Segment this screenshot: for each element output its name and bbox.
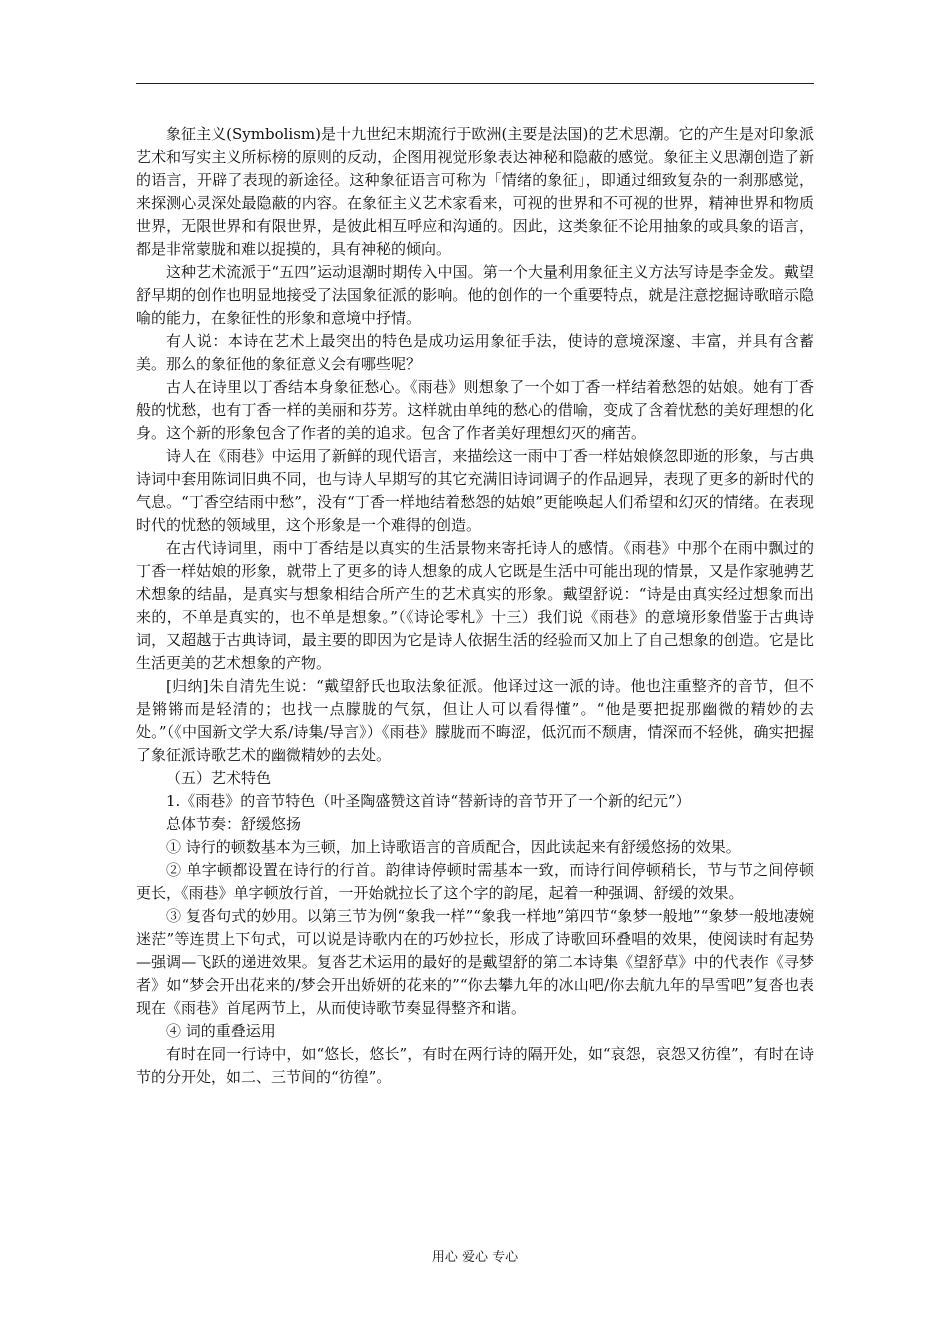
paragraph-summary: [归纳]朱自清先生说：“戴望舒氏也取法象征派。他译过这一派的诗。他也注重整齐的音节，但不是锵锵而是轻清的；也找一点朦胧的气氛，但让人可以看得懂”。“他是要把捉那幽微的精妙的去处。”（《中国新文学大系/诗集/导言》）《雨巷》朦胧而不晦涩，低沉而不颓唐，情深而不轻佻，确实把握了象征派诗歌艺术的幽微精妙的去处。: [136, 677, 814, 764]
document-body: [136, 123, 814, 1089]
paragraph-lilac-symbol: 古人在诗里以丁香结本身象征愁心。《雨巷》则想象了一个如丁香一样结着愁怨的姑娘。她有丁香般的忧愁，也有丁香一样的美丽和芬芳。这样就由单纯的愁心的借喻，变成了含着忧愁的美好理想的化身。这个新的形象包含了作者的美的追求。包含了作者美好理想幻灭的痛苦。: [136, 378, 814, 442]
header-rule: [136, 83, 814, 84]
paragraph-question: 有人说：本诗在艺术上最突出的特色是成功运用象征手法，使诗的意境深邃、丰富，并具有含蓄美。那么的象征他的象征意义会有哪些呢？: [136, 332, 814, 373]
subheading-rhythm: 1.《雨巷》的音节特色（叶圣陶盛赞这首诗“替新诗的音节开了一个新的纪元”）: [166, 792, 691, 810]
paragraph-symbolism-definition: 象征主义(Symbolism)是十九世纪末期流行于欧洲(主要是法国)的艺术思潮。它的产生是对印象派艺术和写实主义所标榜的原则的反动，企图用视觉形象表达神秘和隐蔽的感觉。象征主义思潮创造了新的语言，开辟了表现的新途径。这种象征语言可称为「情绪的象征」，即通过细致复杂的一刹那感觉，来探测心灵深处最隐蔽的内容。在象征主义艺术家看来，可视的世界和不可视的世界，精神世界和物质世界，无限世界和有限世界，是彼此相互呼应和沟通的。因此，这类象征不论用抽象的或具象的语言，都是非常蒙胧和难以捉摸的，具有神秘的倾向。: [136, 125, 814, 258]
paragraph-reality-imagination: 在古代诗词里，雨中丁香结是以真实的生活景物来寄托诗人的感情。《雨巷》中那个在雨中飘过的丁香一样姑娘的形象，就带上了更多的诗人想象的成人它既是生活中可能出现的情景，又是作家驰骋艺术想象的结晶，是真实与想象相结合所产生的艺术真实的形象。戴望舒说：“诗是由真实经过想象而出来的，不单是真实的，也不单是想象。”（《诗论零札》十三）我们说《雨巷》的意境形象借鉴于古典诗词，又超越于古典诗词，最主要的即因为它是诗人依据生活的经验而又加上了自己想象的创造。它是比生活更美的艺术想象的产物。: [136, 539, 814, 672]
paragraph-symbolism-in-china: 这种艺术流派于“五四”运动退潮时期传入中国。第一个大量利用象征主义方法写诗是李金发。戴望舒早期的创作也明显地接受了法国象征派的影响。他的创作的一个重要特点，就是注意挖掘诗歌暗示隐喻的能力，在象征性的形象和意境中抒情。: [136, 263, 814, 327]
section-heading-art-features: （五）艺术特色: [166, 769, 272, 787]
paragraph-modern-language: 诗人在《雨巷》中运用了新鲜的现代语言，来描绘这一雨中丁香一样姑娘倏忽即逝的形象，与古典诗词中套用陈词旧典不同，也与诗人早期写的其它充满旧诗词调子的作品迥异，表现了更多的新时代的气息。“丁香空结雨中愁”，没有“丁香一样地结着愁怨的姑娘”更能唤起人们希望和幻灭的情绪。在表现时代的忧愁的领域里，这个形象是一个难得的创造。: [136, 447, 814, 534]
list-item-4: ④ 词的重叠运用: [166, 1022, 276, 1040]
subheading-overall-rhythm: 总体节奏：舒缓悠扬: [166, 815, 302, 833]
list-item-3: ③ 复沓句式的妙用。以第三节为例“象我一样”“象我一样地”第四节“象梦一般地”“象梦一般地凄婉迷茫”等连贯上下句式，可以说是诗歌内在的巧妙拉长，形成了诗歌回环叠唱的效果，使阅读时有起势—强调—飞跃的递进效果。复沓艺术运用的最好的是戴望舒的第二本诗集《望舒草》中的代表作《寻梦者》如“梦会开出花来的/梦会开出娇妍的花来的”“你去攀九年的冰山吧/你去航九年的旱雪吧”复沓也表现在《雨巷》首尾两节上，从而使诗歌节奏显得整齐和谐。: [136, 907, 814, 1017]
paragraph-word-repetition: 有时在同一行诗中，如“悠长，悠长”，有时在两行诗的隔开处，如“哀怨，哀怨又彷徨”，有时在诗节的分开处，如二、三节间的“彷徨”。: [136, 1045, 814, 1086]
list-item-2: ② 单字顿都设置在诗行的行首。韵律诗停顿时需基本一致，而诗行间停顿稍长，节与节之间停顿更长，《雨巷》单字顿放行首，一开始就拉长了这个字的韵尾，起着一种强调、舒缓的效果。: [136, 861, 814, 902]
list-item-1: ① 诗行的顿数基本为三顿，加上诗歌语言的音质配合，因此读起来有舒缓悠扬的效果。: [166, 838, 741, 856]
page-footer: 用心 爱心 专心: [431, 1250, 519, 1265]
